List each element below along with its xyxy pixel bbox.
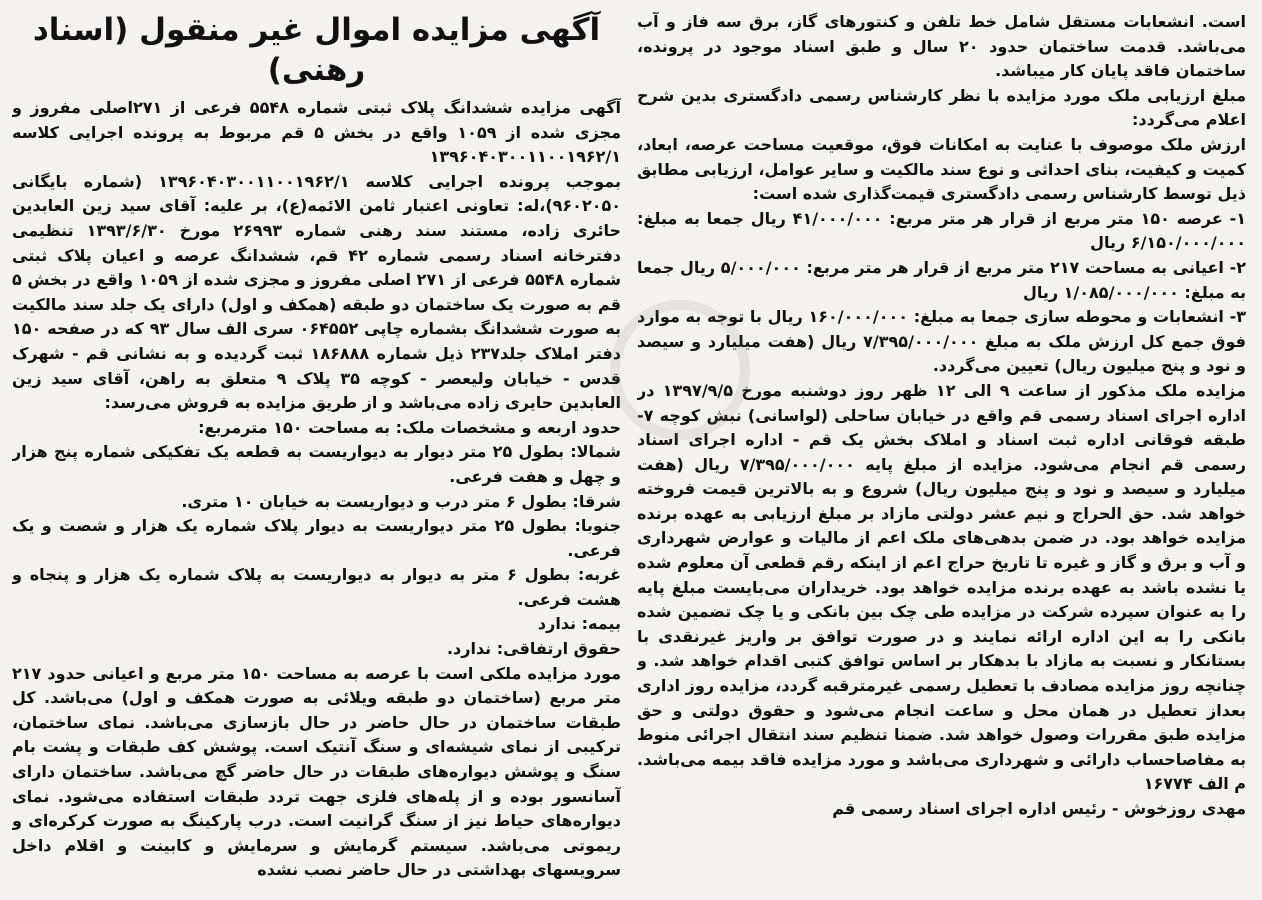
intro-paragraph: آگهی مزایده ششدانگ پلاک ثبتی شماره ۵۵۴۸ فرعی از ۲۷۱اصلی مفروز و مجزی شده از ۱۰۵۹ واقع در بخش ۵ قم مربوط به پرونده اجرایی کلاسه ۱۳۹۶۰۴۰۳۰۰۱۱۰۰۱۹۶۲/۱ <box>12 98 621 167</box>
appraisal-item-utilities: ۳- انشعابات و محوطه سازی جمعا به مبلغ: ۱۶۰/۰۰۰/۰۰۰ ریال با توجه به موارد فوق جمع کل ارزش ملک به مبلغ ۷/۳۹۵/۰۰۰/۰۰۰ ریال (هفت میلیارد و سیصد و نود و پنج میلیون ریال) تعیین می‌گردد. <box>637 307 1246 376</box>
notice-title: آگهی مزایده اموال غیر منقول (اسناد رهنی) <box>32 12 601 88</box>
appraisal-intro: ارزش ملک موصوف با عنایت به امکانات فوق، موقعیت مساحت عرصه، ابعاد، کمیت و کیفیت، بنای احداثی و نوع سند مالکیت و سایر عوامل، ارزیابی مطابق ذیل توسط کارشناس رسمی دادگستری قیمت‌گذاری شده است: <box>637 134 1246 204</box>
property-description: مورد مزایده ملکی است با عرصه به مساحت ۱۵۰ متر مربع و اعیانی حدود ۲۱۷ متر مربع (ساختمان دو طبقه ویلائی به صورت همکف و اول) می‌باشد. کل طبقات ساختمان در حال حاضر در حال بازسازی می‌باشد. نمای ساختمان، ترکیبی از نمای شیشه‌ای و سنگ آنتیک است. پوشش کف طبقات و پشت بام سنگ و پوشش دیواره‌های طبقات در حال حاضر گچ می‌باشد. ساختمان دارای آسانسور بوده و از پله‌های فلزی جهت تردد طبقات استفاده می‌شود. نمای دیواره‌های حیاط نیز از سنگ گرانیت است. درب پارکینگ به صورت کرکره‌ای و ریموتی می‌باشد. سیستم گرمایش و سرمایش و کابینت و اقلام داخل سرویسهای بهداشتی در حال حاضر نصب نشده <box>12 663 621 880</box>
left-column <box>637 10 1246 890</box>
auction-terms: مزایده ملک مذکور از ساعت ۹ الی ۱۲ ظهر روز دوشنبه مورخ ۱۳۹۷/۹/۵ در اداره اجرای اسناد رسمی قم واقع در خیابان ساحلی (لواسانی) نبش کوچه ۷- طبقه فوقانی اداره ثبت اسناد و املاک بخش یک قم - اداره اجرای اسناد رسمی قم انجام می‌شود. مزایده از مبلغ پایه ۷/۳۹۵/۰۰۰/۰۰۰ ریال (هفت میلیارد و سیصد و نود و پنج میلیون ریال) شروع و به بالاترین قیمت فروخته خواهد شد. حق الحراج و نیم عشر دولتی مازاد بر مبلغ ارزیابی به عهده برنده مزایده خواهد بود. در ضمن بدهی‌های ملک اعم از مالیات و عوارض شهرداری و آب و برق و گاز و غیره تا تاریخ حراج اعم از اینکه رقم قطعی آن معلوم شده یا نشده باشد به عهده برنده مزایده خواهد بود. خریداران می‌بایست مبلغ پایه را به عنوان سپرده شرکت در مزایده طی چک بین بانکی و یا چک تضمین شده بانکی را به این اداره ارائه نمایند و در صورت توافق بر واریز غیرنقدی با بستانکار و نسبت به مازاد با بدهکار بر اساس توافق کتبی اقدام خواهد شد. و چنانچه روز مزایده مصادف با تعطیل رسمی غیرمترقبه گردد، مزایده روز اداری بعداز تعطیل در همان محل و ساعت انجام می‌شود و حقوق دولتی و حق مزایده طبق مقررات وصول خواهد شد. ضمنا تنظیم سند انتقال اجرائی منوط به مفاصاحساب دارائی و شهرداری می‌باشد و مورد مزایده فاقد بیمه می‌باشد. م الف ۱۶۷۷۴ <box>637 380 1246 794</box>
appraisal-item-land: ۱- عرصه ۱۵۰ متر مربع از قرار هر متر مربع: ۴۱/۰۰۰/۰۰۰ ریال جمعا به مبلغ: ۶/۱۵۰/۰۰۰/۰۰۰ ریال <box>637 208 1246 253</box>
right-column <box>12 10 621 890</box>
insurance-line: بیمه: ندارد <box>537 614 621 634</box>
boundary-south: جنوبا: بطول ۲۵ متر دیواریست به دیوار پلاک شماره یک هزار و شصت و یک فرعی. <box>12 516 621 560</box>
boundaries-heading: حدود اربعه و مشخصات ملک: به مساحت ۱۵۰ مترمربع: <box>198 417 621 437</box>
boundary-east: شرقا: بطول ۶ متر درب و دیواریست به خیابان ۱۰ متری. <box>181 491 621 511</box>
utilities-paragraph: است. انشعابات مستقل شامل خط تلفن و کنتورهای گاز، برق سه فاز و آب می‌باشد. قدمت ساختمان حدود ۲۰ سال و طبق اسناد موجود در پرونده، ساختمان فاقد پایان کار میباشد. <box>637 12 1246 81</box>
case-details-paragraph: بموجب پرونده اجرایی کلاسه ۱۳۹۶۰۴۰۳۰۰۱۱۰۰۱۹۶۲/۱ (شماره بایگانی ۹۶۰۲۰۵۰)،له: تعاونی اعتبار ثامن الائمه(ع)، بر علیه: آقای سید زین العابدین حائری زاده، مستند سند رهنی شماره ۲۶۹۹۳ مورخ ۱۳۹۳/۶/۳۰ تنظیمی دفترخانه اسناد رسمی شماره ۴۲ قم، ششدانگ عرصه و اعیان پلاک ثبتی شماره ۵۵۴۸ فرعی از ۲۷۱ اصلی مفروز و مجزی شده از ۱۰۵۹ واقع در بخش ۵ قم به صورت یک ساختمان دو طبقه (همکف و اول) دارای یک جلد سند مالکیت به صورت ششدانگ بشماره چاپی ۰۶۴۵۵۲ سری الف سال ۹۳ که در صفحه ۱۵۰ دفتر املاک جلد۲۳۷ ذیل شماره ۱۸۶۸۸۸ ثبت گردیده و به نشانی قم - شهرک قدس - خیابان ولیعصر - کوچه ۳۵ پلاک ۹ متعلق به راهن، آقای سید زین العابدین حایری زاده می‌باشد و از طریق مزایده به فروش می‌رسد: <box>12 171 621 413</box>
appraisal-heading: مبلغ ارزیابی ملک مورد مزایده با نظر کارشناس رسمی دادگستری بدین شرح اعلام می‌گردد: <box>637 85 1246 130</box>
easement-line: حقوق ارتفاقی: ندارد. <box>446 639 621 659</box>
appraisal-item-building: ۲- اعیانی به مساحت ۲۱۷ متر مربع از قرار هر متر مربع: ۵/۰۰۰/۰۰۰ ریال جمعا به مبلغ: ۱/۰۸۵/۰۰۰/۰۰۰ ریال <box>637 257 1246 302</box>
signature-line: مهدی روزخوش - رئیس اداره اجرای اسناد رسمی قم <box>832 799 1246 818</box>
boundary-west: غربه: بطول ۶ متر به دیوار به دیواریست به پلاک شماره یک هزار و پنجاه و هشت فرعی. <box>12 565 621 609</box>
boundary-north: شمالا: بطول ۲۵ متر دیوار به دیواریست به قطعه یک تفکیکی شماره پنج هزار و چهل و هفت فرعی. <box>12 442 621 486</box>
